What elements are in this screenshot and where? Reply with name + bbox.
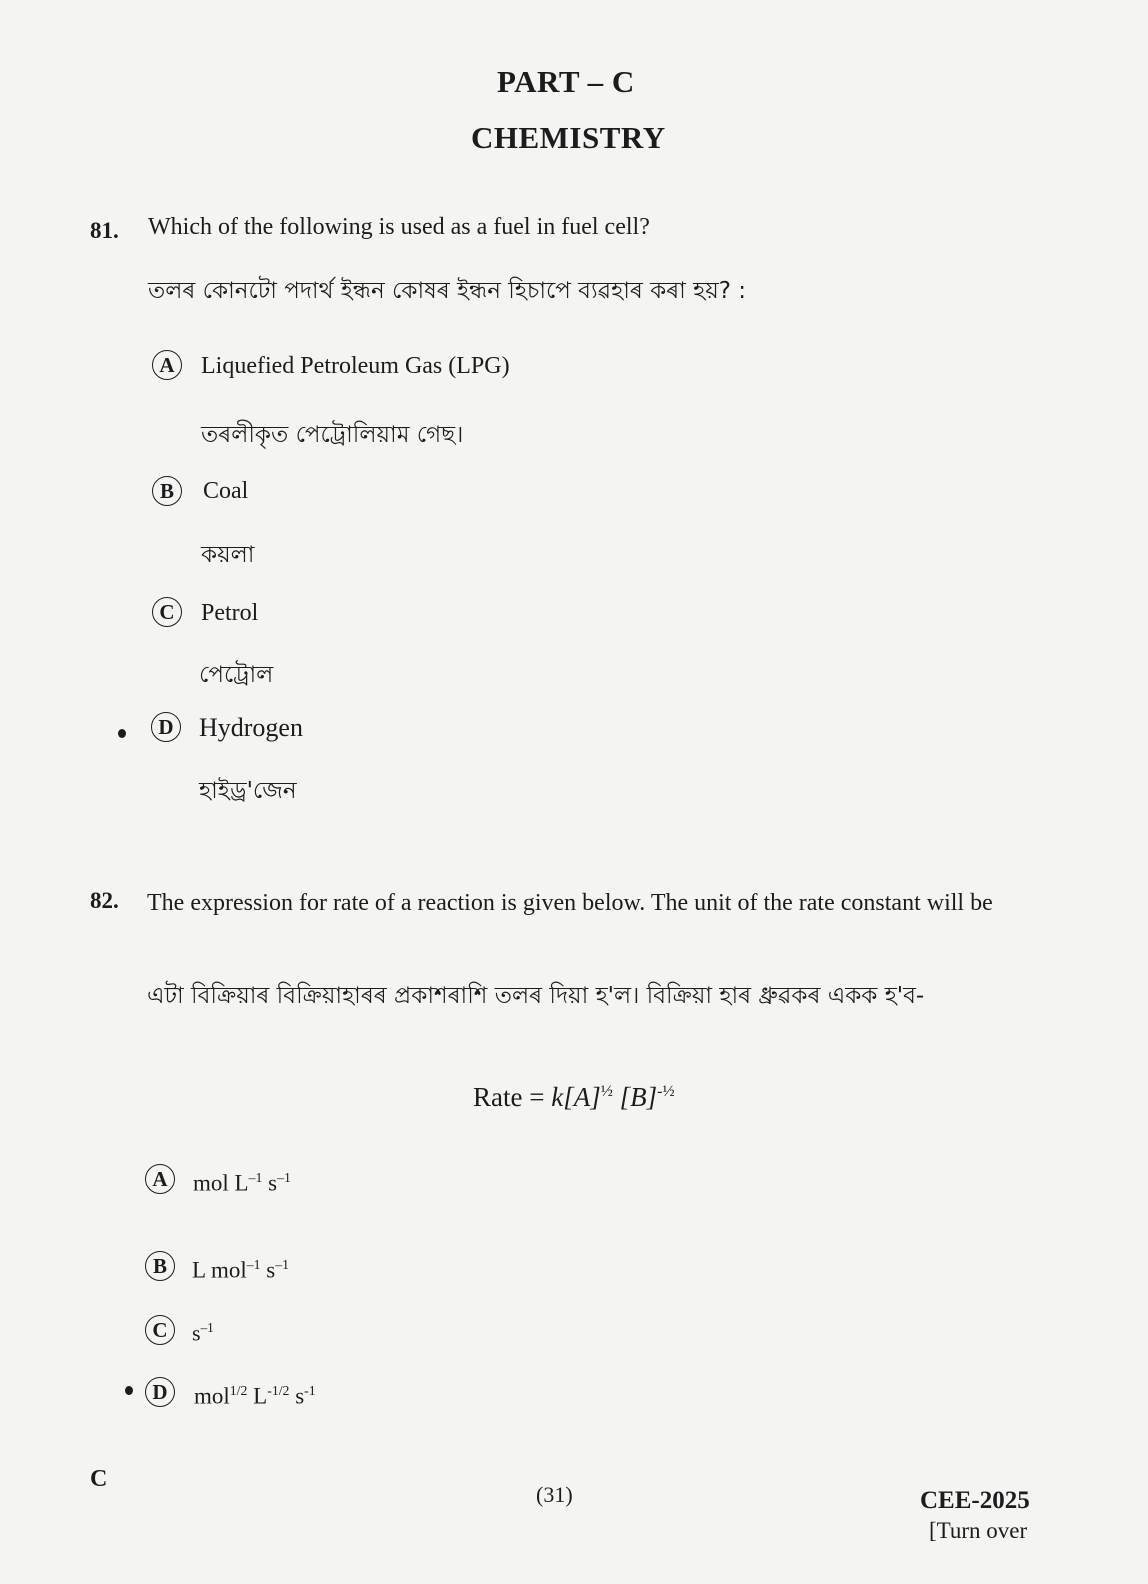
unit-exponent: –1 xyxy=(248,1170,263,1185)
question-81-text-assamese: তলৰ কোনটো পদাৰ্থ ইন্ধন কোষৰ ইন্ধন হিচাপে ব্যৱহাৰ কৰা হয়? : xyxy=(148,278,747,304)
option-a-text-assamese: তৰলীকৃত পেট্ৰোলিয়াম গেছ। xyxy=(201,422,464,448)
option-d-text: Hydrogen xyxy=(199,713,303,742)
option-c-circle[interactable]: C xyxy=(152,597,182,627)
unit-exponent: –1 xyxy=(275,1257,290,1272)
question-81-number: 81. xyxy=(90,218,119,243)
equation-a: [A] xyxy=(563,1082,601,1112)
option-b-circle[interactable]: B xyxy=(145,1251,175,1281)
subject-heading: CHEMISTRY xyxy=(471,120,666,155)
unit-text: mol xyxy=(194,1383,230,1409)
question-81-text: Which of the following is used as a fuel in fuel cell? xyxy=(148,214,650,240)
option-a-unit xyxy=(193,1170,291,1197)
answer-mark-dot xyxy=(125,1386,133,1395)
question-82-text-assamese: এটা বিক্ৰিয়াৰ বিক্ৰিয়াহাৰৰ প্ৰকাশৰাশি তলৰ দিয়া হ'ল। বিক্ৰিয়া হাৰ ধ্ৰুৱকৰ একক হ'ব- xyxy=(147,983,925,1009)
option-c-unit xyxy=(192,1320,214,1346)
option-b-text-assamese: কয়লা xyxy=(201,542,255,568)
option-c-text-assamese: পেট্ৰোল xyxy=(199,662,274,688)
unit-exponent: –1 xyxy=(200,1320,214,1335)
exam-code: CEE-2025 xyxy=(920,1487,1030,1514)
equation-exp-a: ½ xyxy=(600,1082,613,1100)
answer-mark-dot xyxy=(118,729,126,738)
part-heading: PART – C xyxy=(497,64,635,99)
page-number: (31) xyxy=(536,1482,573,1507)
option-b-circle[interactable]: B xyxy=(152,476,182,506)
unit-text: L mol xyxy=(192,1257,247,1283)
option-a-circle[interactable]: A xyxy=(145,1164,175,1194)
option-c-circle[interactable]: C xyxy=(145,1315,175,1345)
unit-text: s xyxy=(262,1170,278,1196)
unit-exponent: -1 xyxy=(304,1383,316,1398)
unit-text: s xyxy=(289,1383,305,1409)
unit-exponent: –1 xyxy=(246,1257,261,1272)
option-d-text-assamese: হাইড্ৰ'জেন xyxy=(199,778,297,804)
unit-text: s xyxy=(192,1320,201,1346)
question-82-number: 82. xyxy=(90,888,119,913)
equation-exp-b: -½ xyxy=(657,1082,675,1100)
option-d-circle[interactable]: D xyxy=(145,1377,175,1407)
rate-equation xyxy=(473,1082,675,1113)
option-d-unit xyxy=(194,1383,316,1410)
option-b-text: Coal xyxy=(203,478,249,504)
option-c-text: Petrol xyxy=(201,600,259,626)
booklet-series: C xyxy=(90,1466,108,1492)
option-d-circle[interactable]: D xyxy=(151,712,181,742)
unit-exponent: -1/2 xyxy=(267,1383,290,1398)
unit-exponent: 1/2 xyxy=(229,1383,248,1398)
option-b-unit xyxy=(192,1257,289,1284)
equation-b: [B] xyxy=(619,1082,658,1112)
turn-over-note: [Turn over xyxy=(929,1518,1028,1543)
unit-exponent: –1 xyxy=(277,1170,291,1185)
question-82-text: The expression for rate of a reaction is given below. The unit of the rate constant will be xyxy=(147,890,993,916)
option-a-circle[interactable]: A xyxy=(152,350,182,380)
unit-text: L xyxy=(247,1383,268,1409)
equation-lhs: Rate = xyxy=(473,1082,552,1112)
unit-text: mol L xyxy=(193,1170,249,1196)
unit-text: s xyxy=(260,1257,276,1283)
option-a-text: Liquefied Petroleum Gas (LPG) xyxy=(201,353,510,379)
equation-k: k xyxy=(551,1082,564,1112)
